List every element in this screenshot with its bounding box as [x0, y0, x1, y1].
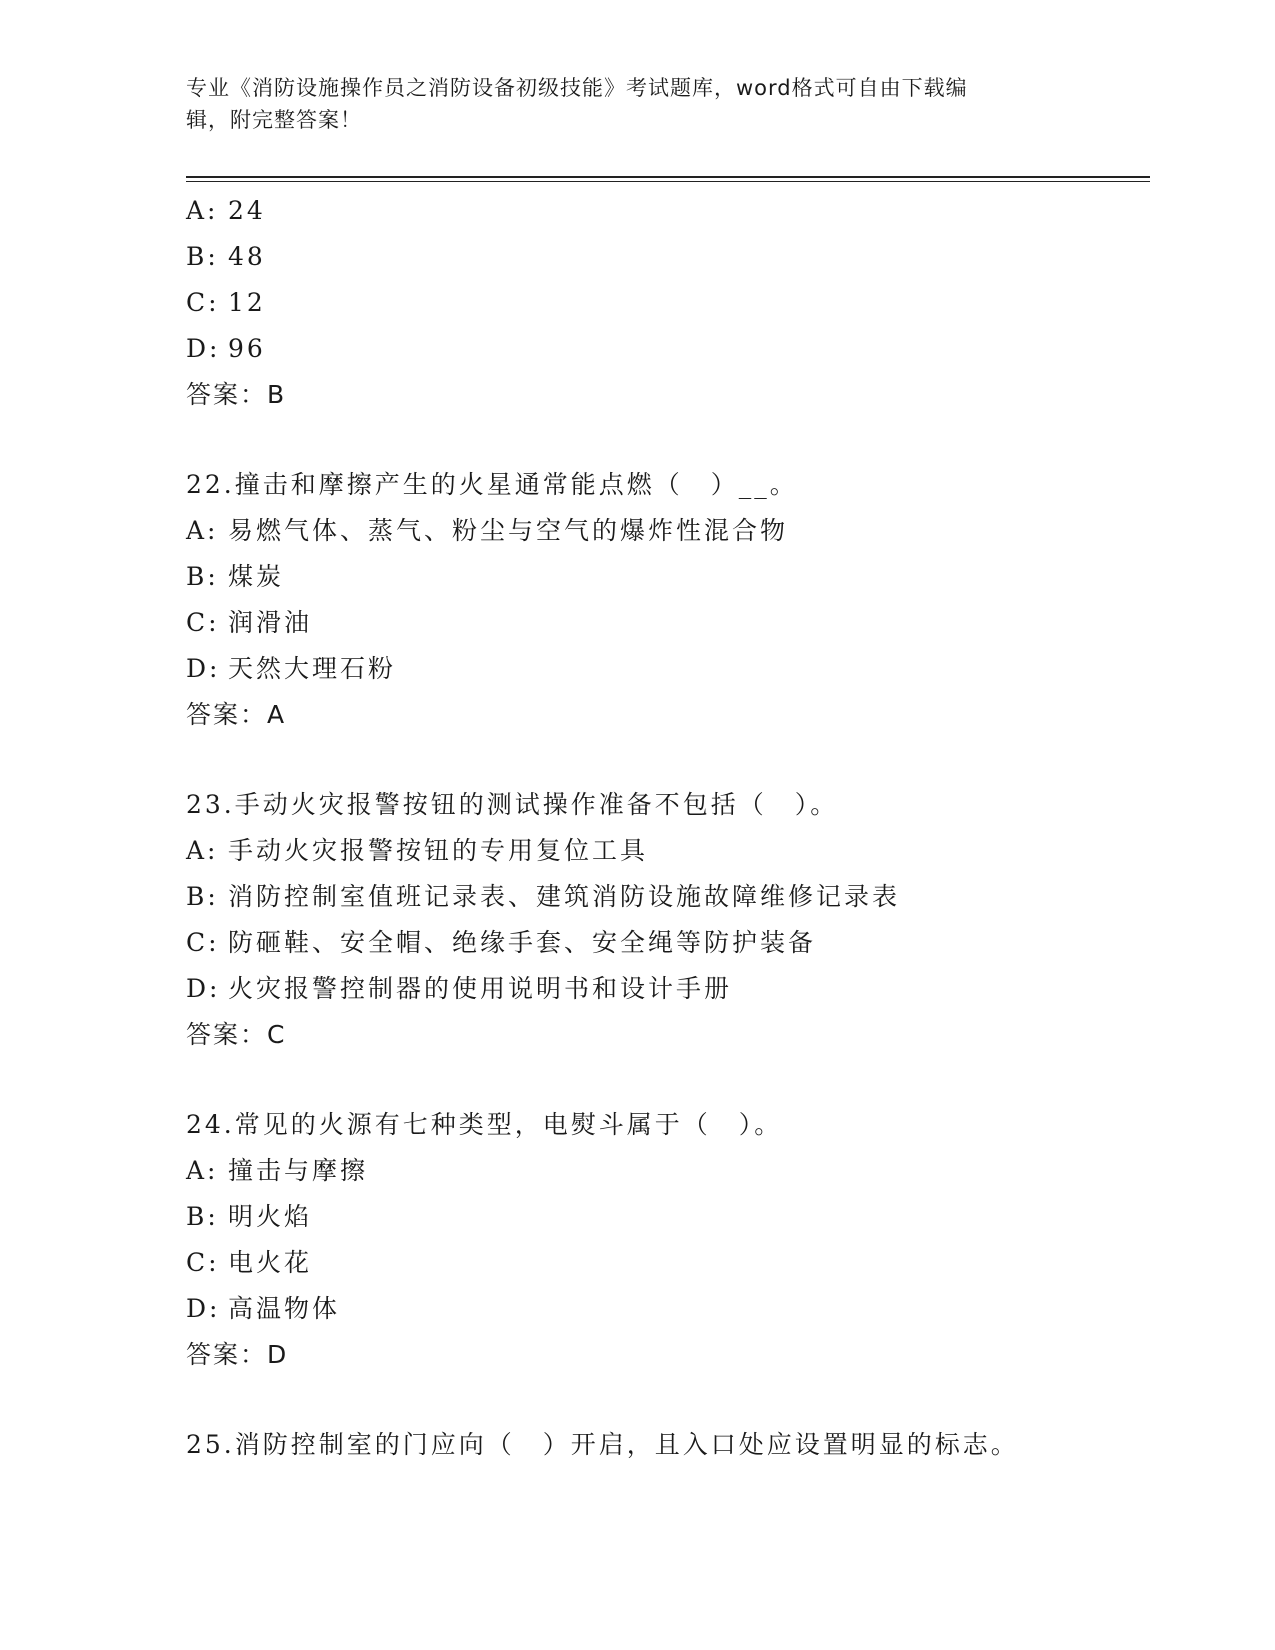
prev-question [186, 188, 1146, 418]
question-stem: 23.手动火灾报警按钮的测试操作准备不包括（ ）。 [186, 790, 839, 819]
question-stem: 24.常见的火源有七种类型，电熨斗属于（ ）。 [186, 1110, 783, 1139]
option-a: A: 手动火灾报警按钮的专用复位工具 [186, 836, 649, 865]
option-b: B: 消防控制室值班记录表、建筑消防设施故障维修记录表 [186, 882, 901, 911]
header-line-2: 辑，附完整答案！ [186, 108, 362, 132]
option-d: D: 天然大理石粉 [186, 654, 397, 683]
option-a: A: 24 [186, 196, 266, 225]
option-a: A: 撞击与摩擦 [186, 1156, 369, 1185]
header-rule-thick [186, 176, 1150, 178]
header-rule-thin [186, 181, 1150, 182]
answer-line: 答案：C [186, 1020, 287, 1049]
option-c: C: 12 [186, 288, 266, 317]
option-c: C: 防砸鞋、安全帽、绝缘手套、安全绳等防护装备 [186, 928, 817, 957]
question-24 [186, 1102, 1146, 1378]
option-c: C: 电火花 [186, 1248, 313, 1277]
option-b: B: 48 [186, 242, 266, 271]
answer-line: 答案：B [186, 380, 287, 409]
question-22 [186, 462, 1146, 738]
option-d: D: 火灾报警控制器的使用说明书和设计手册 [186, 974, 733, 1003]
option-c: C: 润滑油 [186, 608, 313, 637]
option-d: D: 96 [186, 334, 266, 363]
answer-line: 答案：D [186, 1340, 289, 1369]
answer-line: 答案：A [186, 700, 287, 729]
question-stem: 22.撞击和摩擦产生的火星通常能点燃（ ）__。 [186, 470, 798, 499]
option-a: A: 易燃气体、蒸气、粉尘与空气的爆炸性混合物 [186, 516, 789, 545]
option-b: B: 煤炭 [186, 562, 285, 591]
question-stem: 25.消防控制室的门应向（ ）开启，且入口处应设置明显的标志。 [186, 1430, 1019, 1459]
question-content [186, 188, 1146, 1468]
header-line-1: 专业《消防设施操作员之消防设备初级技能》考试题库，word格式可自由下载编 [186, 76, 968, 100]
question-25 [186, 1422, 1146, 1468]
question-23 [186, 782, 1146, 1058]
document-header [186, 72, 1086, 136]
option-b: B: 明火焰 [186, 1202, 313, 1231]
option-d: D: 高温物体 [186, 1294, 341, 1323]
